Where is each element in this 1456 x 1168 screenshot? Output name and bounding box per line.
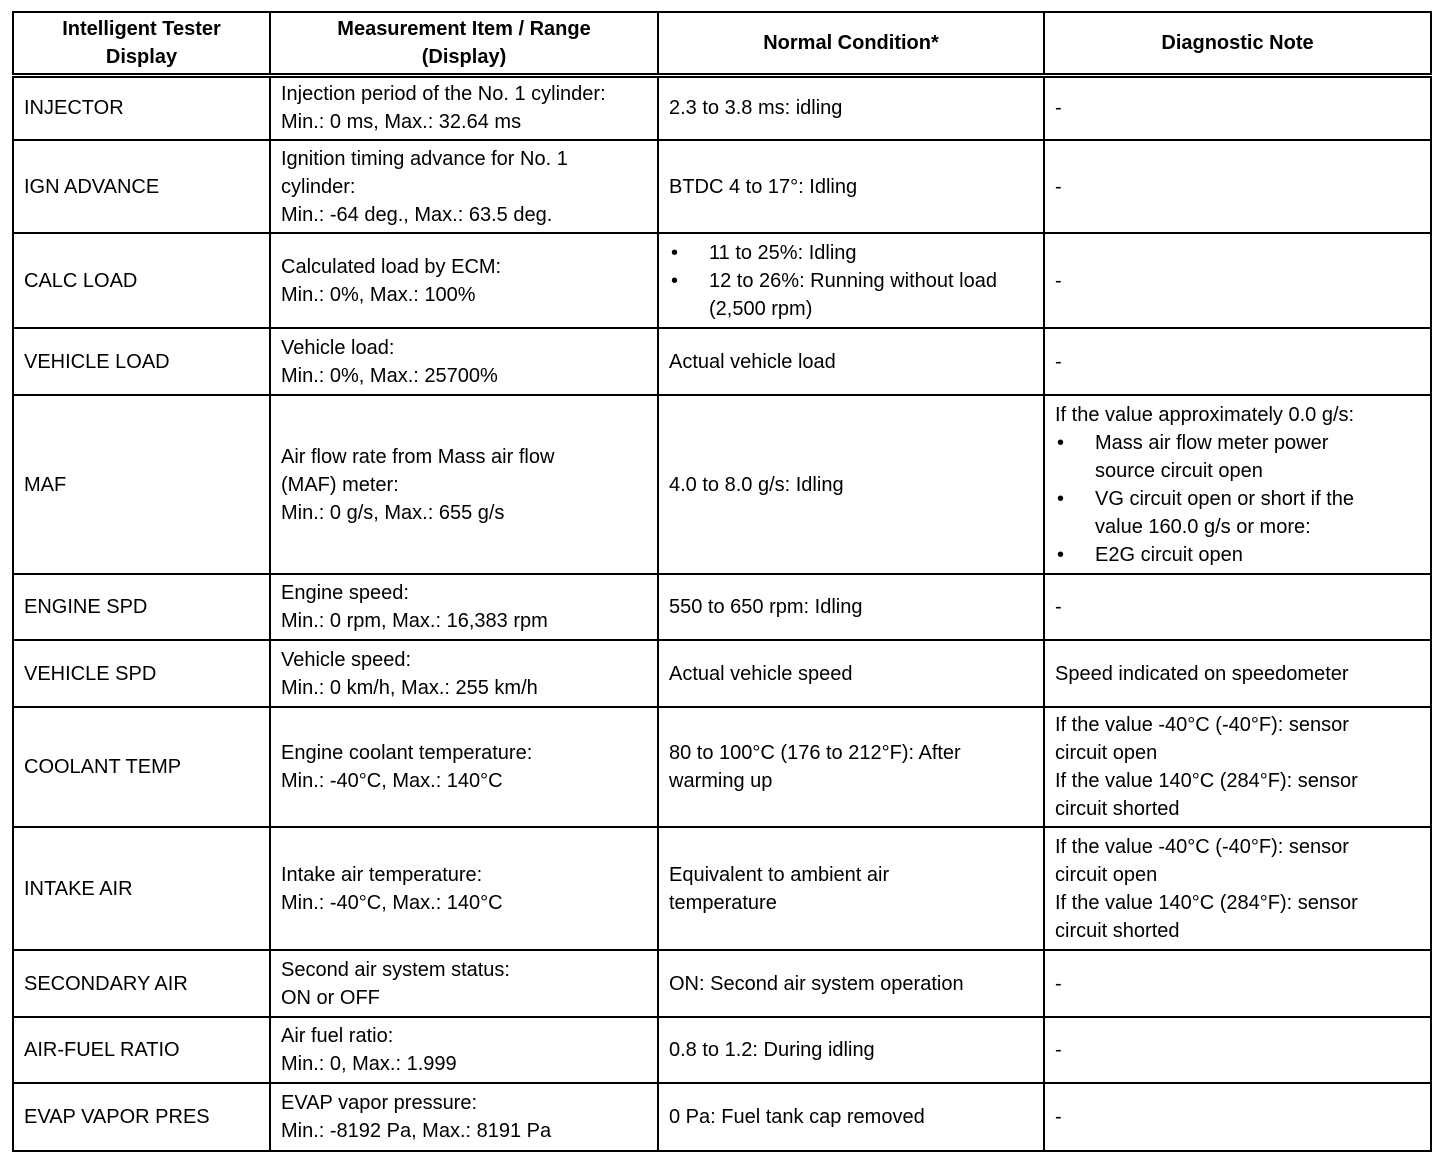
diagnostic-note-text: - [1055, 1106, 1062, 1128]
normal-condition-text: Actual vehicle speed [669, 662, 853, 685]
tester-display-cell: INJECTOR [13, 75, 270, 140]
table-row [13, 140, 1431, 233]
normal-condition-cell [658, 233, 1044, 328]
diagnostic-note-text: - [1055, 596, 1062, 618]
normal-condition-cell [658, 395, 1044, 574]
header-normal-condition: Normal Condition* [658, 12, 1044, 75]
measurement-range-cell: Second air system status: ON or OFF [270, 950, 658, 1017]
tester-display-cell: IGN ADVANCE [13, 140, 270, 233]
header-row [13, 12, 1431, 75]
table-row [13, 950, 1431, 1017]
tester-display-cell: EVAP VAPOR PRES [13, 1083, 270, 1151]
diagnostic-note-cell [1044, 1017, 1431, 1083]
list-item: • E2G circuit open [1055, 541, 1420, 569]
diagnostic-note-text: - [1055, 1039, 1062, 1061]
table-row [13, 75, 1431, 140]
normal-condition-text: 4.0 to 8.0 g/s: Idling [669, 473, 844, 496]
table-row [13, 233, 1431, 328]
measurement-range-cell: Vehicle speed: Min.: 0 km/h, Max.: 255 km/h [270, 640, 658, 707]
diagnostic-note-text: - [1055, 97, 1062, 120]
tester-display-cell: COOLANT TEMP [13, 707, 270, 827]
diagnostic-note-text: Speed indicated on speedometer [1055, 662, 1349, 685]
normal-condition-cell [658, 328, 1044, 395]
measurement-range-cell: Air fuel ratio: Min.: 0, Max.: 1.999 [270, 1017, 658, 1083]
diagnostic-note-text: If the value -40°C (-40°F): sensor circuit open If the value 140°C (284°F): sensor circuit shorted [1055, 835, 1358, 942]
measurement-range-cell: Calculated load by ECM: Min.: 0%, Max.: 100% [270, 233, 658, 328]
normal-condition-cell [658, 640, 1044, 707]
normal-condition-text: 0.8 to 1.2: During idling [669, 1039, 875, 1061]
diagnostic-note-cell [1044, 328, 1431, 395]
header-tester-display: Intelligent Tester Display [13, 12, 270, 75]
normal-condition-text: BTDC 4 to 17°: Idling [669, 175, 858, 198]
measurement-range-cell: Ignition timing advance for No. 1 cylinder: Min.: -64 deg., Max.: 63.5 deg. [270, 140, 658, 233]
normal-condition-text: Equivalent to ambient air temperature [669, 863, 890, 914]
normal-condition-text: 0 Pa: Fuel tank cap removed [669, 1106, 925, 1128]
normal-condition-cell [658, 1017, 1044, 1083]
normal-condition-cell [658, 950, 1044, 1017]
normal-condition-cell [658, 1083, 1044, 1151]
list-item: • VG circuit open or short if the value 160.0 g/s or more: [1055, 485, 1420, 541]
tester-display-cell: ENGINE SPD [13, 574, 270, 640]
normal-condition-cell [658, 574, 1044, 640]
table-row [13, 827, 1431, 950]
list-item: • 12 to 26%: Running without load (2,500 rpm) [669, 267, 1033, 323]
diagnostic-note-cell [1044, 827, 1431, 950]
tester-display-cell: SECONDARY AIR [13, 950, 270, 1017]
normal-condition-text: 550 to 650 rpm: Idling [669, 596, 863, 618]
normal-condition-text: ON: Second air system operation [669, 972, 964, 995]
normal-condition-list [669, 239, 1033, 323]
normal-condition-text: Actual vehicle load [669, 350, 836, 373]
measurement-range-cell: Air flow rate from Mass air flow (MAF) meter: Min.: 0 g/s, Max.: 655 g/s [270, 395, 658, 574]
tester-display-cell: INTAKE AIR [13, 827, 270, 950]
table-row [13, 395, 1431, 574]
normal-condition-cell [658, 140, 1044, 233]
diagnostic-note-cell [1044, 395, 1431, 574]
table-row [13, 640, 1431, 707]
normal-condition-cell [658, 75, 1044, 140]
measurement-range-cell: Intake air temperature: Min.: -40°C, Max.: 140°C [270, 827, 658, 950]
table-row [13, 328, 1431, 395]
diagnostic-note-cell [1044, 233, 1431, 328]
normal-condition-cell [658, 827, 1044, 950]
header-diagnostic-note: Diagnostic Note [1044, 12, 1431, 75]
diagnostic-note-text: - [1055, 350, 1062, 373]
diagnostic-note-cell [1044, 950, 1431, 1017]
data-list-table [12, 11, 1432, 1152]
table-row [13, 707, 1431, 827]
diagnostic-note-cell [1044, 75, 1431, 140]
tester-display-cell: VEHICLE SPD [13, 640, 270, 707]
measurement-range-cell: EVAP vapor pressure: Min.: -8192 Pa, Max.: 8191 Pa [270, 1083, 658, 1151]
list-item: • 11 to 25%: Idling [669, 239, 1033, 267]
tester-display-cell: MAF [13, 395, 270, 574]
tester-display-cell: VEHICLE LOAD [13, 328, 270, 395]
diagnostic-note-text: If the value approximately 0.0 g/s: [1055, 403, 1355, 426]
measurement-range-cell: Engine speed: Min.: 0 rpm, Max.: 16,383 rpm [270, 574, 658, 640]
measurement-range-cell: Engine coolant temperature: Min.: -40°C, Max.: 140°C [270, 707, 658, 827]
table-body [13, 75, 1431, 1151]
measurement-range-cell: Injection period of the No. 1 cylinder: Min.: 0 ms, Max.: 32.64 ms [270, 75, 658, 140]
diagnostic-note-cell [1044, 707, 1431, 827]
table-row [13, 1017, 1431, 1083]
normal-condition-text: 80 to 100°C (176 to 212°F): After warming up [669, 742, 961, 792]
measurement-range-cell: Vehicle load: Min.: 0%, Max.: 25700% [270, 328, 658, 395]
diagnostic-note-cell [1044, 574, 1431, 640]
diagnostic-note-text: - [1055, 175, 1062, 198]
list-item: • Mass air flow meter power source circuit open [1055, 429, 1420, 485]
normal-condition-text: 2.3 to 3.8 ms: idling [669, 97, 843, 120]
tester-display-cell: AIR-FUEL RATIO [13, 1017, 270, 1083]
diagnostic-note-list [1055, 429, 1420, 569]
diagnostic-note-cell [1044, 140, 1431, 233]
normal-condition-cell [658, 707, 1044, 827]
diagnostic-note-cell [1044, 1083, 1431, 1151]
table-row [13, 574, 1431, 640]
diagnostic-note-text: - [1055, 972, 1062, 995]
table-row [13, 1083, 1431, 1151]
diagnostic-note-text: - [1055, 269, 1062, 292]
diagnostic-note-text: If the value -40°C (-40°F): sensor circuit open If the value 140°C (284°F): sensor circuit shorted [1055, 714, 1358, 820]
tester-display-cell: CALC LOAD [13, 233, 270, 328]
header-measurement-item: Measurement Item / Range (Display) [270, 12, 658, 75]
diagnostic-note-cell [1044, 640, 1431, 707]
